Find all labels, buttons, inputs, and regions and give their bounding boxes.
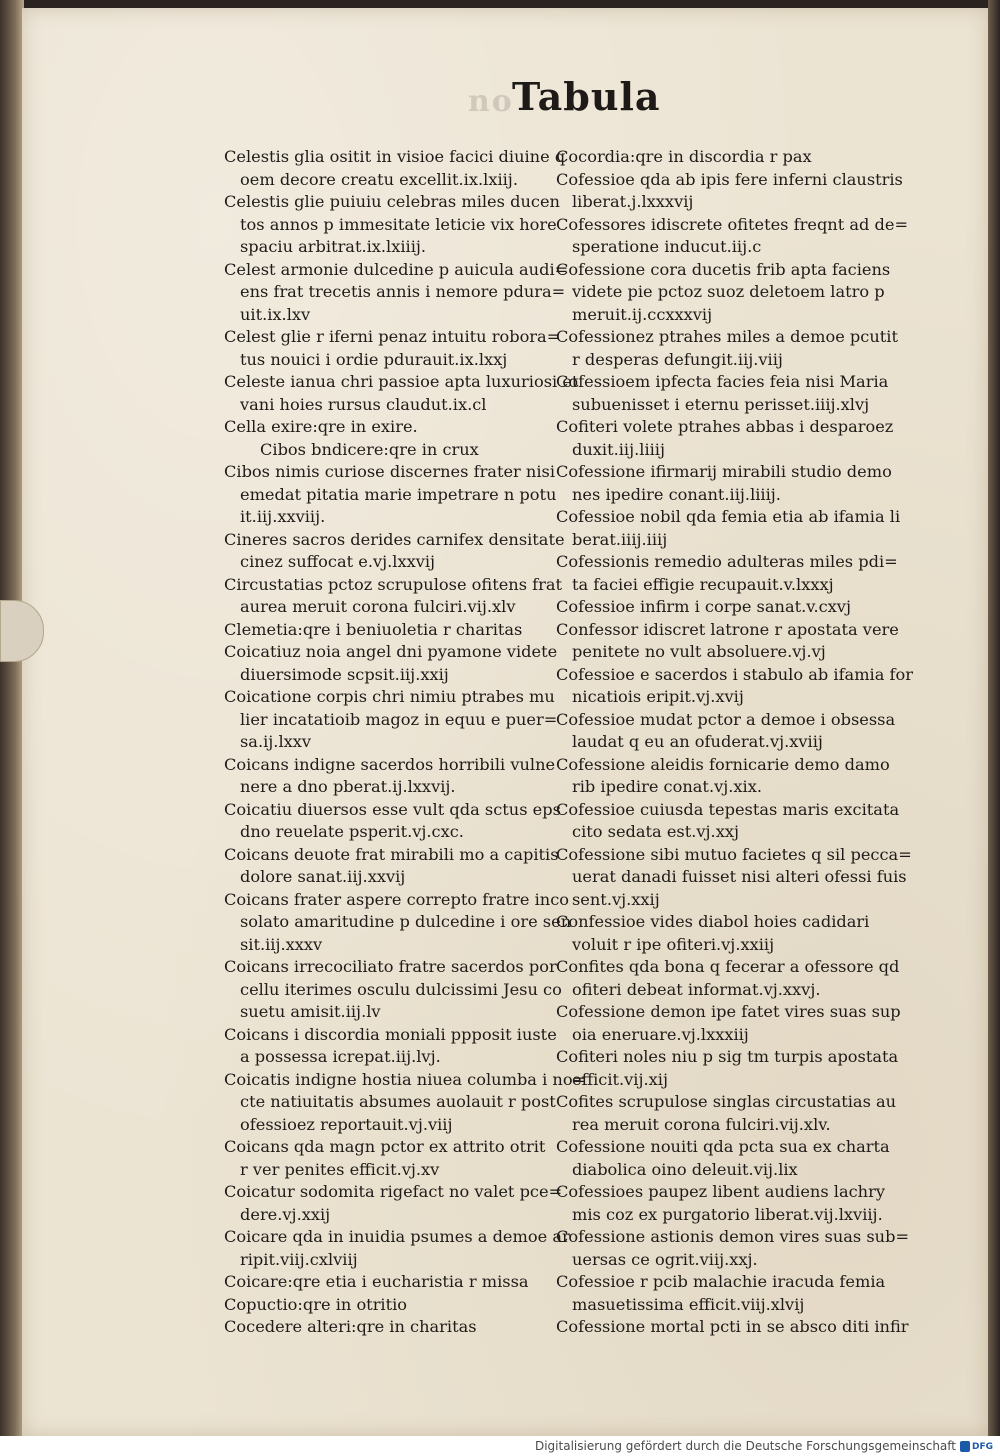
index-entry [224, 461, 557, 529]
entry-line-first: Cofessione demon ipe fatet vires suas sup [556, 1002, 901, 1021]
index-entry [556, 416, 894, 461]
entry-line-continued: rib ipedire conat.vj.xix. [572, 777, 762, 796]
entry-line-continued: sa.ij.lxxv [240, 732, 312, 751]
entry-line-continued: oia eneruare.vj.lxxxiij [572, 1024, 749, 1044]
entry-line-continued: sent.vj.xxij [572, 889, 660, 909]
index-column-left [224, 146, 587, 1339]
index-entry [556, 214, 909, 259]
entry-line-continued: rea meruit corona fulciri.vij.xlv. [572, 1114, 831, 1134]
entry-line-continued: it.iij.xxviij. [240, 507, 326, 526]
entry-line-continued: suetu amisit.iij.lv [240, 1002, 381, 1021]
show-through-text: no [468, 84, 514, 119]
entry-line-first: Cibos nimis curiose discernes frater nisi [224, 462, 556, 481]
entry-line-first: Cofessione nouiti qda pcta sua ex charta [556, 1137, 890, 1156]
entry-line-continued: ripit.viij.cxlviij [240, 1249, 358, 1269]
index-entry [556, 506, 901, 551]
index-entry [556, 1046, 899, 1091]
entry-line-first: Coicatis indigne hostia niuea columba i no= [224, 1069, 587, 1089]
entry-line-continued: dere.vj.xxij [240, 1204, 331, 1224]
index-entry [224, 1069, 587, 1137]
index-entry [224, 259, 569, 327]
entry-line-first: Cineres sacros derides carnifex densitate [224, 529, 565, 549]
entry-line-continued: mis coz ex purgatorio liberat.vij.lxviij. [572, 1204, 883, 1224]
entry-line-continued: ta faciei effigie recupauit.v.lxxxj [572, 574, 834, 594]
index-entry [556, 844, 912, 912]
index-entry [224, 686, 558, 754]
entry-line-first: Cocedere alteri:qre in charitas [224, 1317, 477, 1336]
index-entry [224, 416, 544, 439]
entry-line-continued: duxit.iij.liiij [572, 439, 665, 459]
entry-line-first: Cofessioem ipfecta facies feia nisi Maria [556, 372, 889, 391]
entry-line-first: Coicans i discordia moniali ppposit iuste [224, 1024, 557, 1044]
entry-line-continued: cellu iterimes osculu dulcissimi Jesu co [240, 979, 562, 999]
entry-line-continued: meruit.ij.ccxxxvij [572, 304, 713, 324]
entry-line-first: Cofessione ifirmarij mirabili studio demo [556, 462, 892, 481]
index-entry [556, 619, 899, 664]
index-entry [224, 1294, 544, 1317]
entry-line-continued: uit.ix.lxv [240, 304, 311, 324]
index-entry [224, 191, 560, 259]
index-entry [556, 551, 898, 596]
entry-line-first: Coicatiuz noia angel dni pyamone videte [224, 642, 558, 661]
entry-line-continued: lier incatatioib magoz in equu e puer= [240, 709, 558, 729]
index-entry [224, 754, 556, 799]
entry-line-continued: uerat danadi fuisset nisi alteri ofessi fuis [572, 867, 907, 886]
entry-line-continued: nicatiois eripit.vj.xvij [572, 687, 744, 706]
entry-line-continued: nere a dno pberat.ij.lxxvij. [240, 777, 456, 796]
index-entry [224, 1226, 570, 1271]
index-entry [556, 754, 890, 799]
entry-line-first: Cofiteri volete ptrahes abbas i desparoez [556, 417, 894, 436]
entry-line-first: Celest armonie dulcedine p auicula audi= [224, 259, 569, 279]
index-entry [224, 439, 544, 462]
entry-line-continued: a possessa icrepat.iij.lvj. [240, 1047, 441, 1066]
index-entry [556, 1001, 901, 1046]
entry-line-continued: ofiteri debeat informat.vj.xxvj. [572, 979, 821, 999]
entry-line-first: Coicans deuote frat mirabili mo a capitis [224, 844, 559, 864]
entry-line-continued: videte pie pctoz suoz deletoem latro p [572, 282, 885, 301]
entry-line-continued: ofessioez reportauit.vj.viij [240, 1114, 453, 1134]
entry-line-first: Cofessione astionis demon vires suas sub= [556, 1227, 910, 1246]
index-entry [556, 371, 889, 416]
entry-line-first: Coicans irrecociliato fratre sacerdos por [224, 957, 557, 976]
entry-line-first: Circustatias pctoz scrupulose ofitens frat [224, 574, 563, 594]
dfg-logo-text: DFG [972, 1441, 994, 1452]
index-entry [556, 956, 900, 1001]
entry-line-first: Cofessioes paupez libent audiens lachry [556, 1182, 885, 1201]
index-entry [224, 956, 562, 1024]
entry-line-first: Cofessione sibi mutuo facietes q sil pecca= [556, 844, 912, 864]
entry-line-first: Confessioe vides diabol hoies cadidari [556, 912, 870, 931]
entry-line-first: Cofessores idiscrete ofitetes freqnt ad de= [556, 214, 909, 234]
entry-line-continued: nes ipedire conant.iij.liiij. [572, 484, 781, 504]
entry-line-first: Cofessioe e sacerdos i stabulo ab ifamia for [556, 664, 914, 684]
entry-line-first: Cofessionez ptrahes miles a demoe pcutit [556, 327, 898, 346]
entry-line-continued: speratione inducut.iij.c [572, 237, 762, 256]
index-entry [224, 146, 566, 191]
entry-line-first: Celestis glie puiuiu celebras miles ducen [224, 192, 560, 211]
index-entry [556, 1271, 886, 1316]
entry-line-continued: cinez suffocat e.vj.lxxvij [240, 552, 436, 571]
index-entry [556, 1226, 910, 1271]
index-entry [224, 371, 579, 416]
entry-line-first: Coicatione corpis chri nimiu ptrabes mu [224, 687, 555, 706]
entry-line-continued: subuenisset i eternu perisset.iiij.xlvj [572, 394, 870, 414]
running-head: Tabula [512, 74, 661, 119]
entry-line-first: Celest glie r iferni penaz intuitu robora= [224, 327, 561, 346]
entry-line-continued: dolore sanat.iij.xxvij [240, 867, 406, 886]
index-entry [556, 326, 898, 371]
entry-line-continued: spaciu arbitrat.ix.lxiiij. [240, 237, 427, 256]
entry-line-first: Cocordia:qre in discordia r pax [556, 147, 812, 166]
entry-line-first: Cofessioe cuiusda tepestas maris excitata [556, 799, 900, 819]
index-entry [224, 799, 561, 844]
entry-line-continued: sit.iij.xxxv [240, 934, 323, 954]
entry-line-first: Coicans indigne sacerdos horribili vulne [224, 754, 556, 774]
index-entry [556, 146, 882, 169]
dfg-logo [960, 1440, 994, 1453]
entry-line-continued: vani hoies rursus claudut.ix.cl [240, 394, 487, 414]
index-entry [224, 1181, 563, 1226]
entry-line-continued: liberat.j.lxxxvij [572, 192, 694, 211]
entry-line-continued: emedat pitatia marie impetrare n potu [240, 484, 557, 504]
index-entry [224, 889, 572, 957]
entry-line-first: Cofessione mortal pcti in se absco diti infir [556, 1317, 909, 1336]
entry-line-first: Confites qda bona q fecerar a ofessore qd [556, 957, 900, 976]
dfg-logo-icon [960, 1441, 970, 1452]
index-entry [224, 1316, 544, 1339]
entry-line-first: Coicare qda in inuidia psumes a demoe ar [224, 1227, 570, 1246]
entry-line-continued: masuetissima efficit.viij.xlvij [572, 1294, 805, 1314]
entry-line-continued: diabolica oino deleuit.vij.lix [572, 1159, 798, 1179]
index-entry [556, 664, 914, 709]
index-column-right [556, 146, 914, 1339]
entry-line-first: Cofessioe qda ab ipis fere inferni claustris [556, 169, 903, 189]
entry-line-first: Cofessione aleidis fornicarie demo damo [556, 754, 890, 774]
entry-line-first: Cofessioe infirm i corpe sanat.v.cxvj [556, 597, 851, 616]
index-entry [556, 461, 892, 506]
entry-line-continued: tus nouici i ordie pdurauit.ix.lxxj [240, 349, 508, 369]
index-entry [224, 574, 563, 619]
index-entry [556, 1136, 890, 1181]
entry-line-continued: diuersimode scpsit.iij.xxij [240, 664, 449, 684]
entry-line-continued: solato amaritudine p dulcedine i ore sen [240, 912, 572, 931]
entry-line-continued: r desperas defungit.iij.viij [572, 349, 783, 369]
entry-line-first: Cofessioe mudat pctor a demoe i obsessa [556, 709, 896, 729]
index-entry [556, 1181, 885, 1226]
entry-line-continued: efficit.vij.xij [572, 1069, 668, 1089]
entry-line-first: Cofites scrupulose singlas circustatias au [556, 1092, 897, 1111]
index-entry [556, 259, 891, 327]
index-entry [556, 709, 896, 754]
funding-notice: Digitalisierung gefördert durch die Deutsche Forschungsgemeinschaft [534, 1439, 956, 1453]
entry-line-first: Cibos bndicere:qre in crux [260, 439, 479, 459]
index-entry [224, 641, 558, 686]
entry-line-continued: tos annos p immesitate leticie vix hore [240, 214, 557, 234]
index-entry [224, 1136, 544, 1181]
entry-line-first: Coicans frater aspere correpto fratre inco [224, 889, 570, 909]
entry-line-first: Cofessioe nobil qda femia etia ab ifamia li [556, 507, 901, 526]
entry-line-continued: penitete no vult absoluere.vj.vj [572, 642, 826, 661]
index-entry [224, 619, 544, 642]
entry-line-continued: uersas ce ogrit.viij.xxj. [572, 1249, 758, 1269]
entry-line-first: Confessor idiscret latrone r apostata vere [556, 619, 899, 639]
index-entry [556, 799, 900, 844]
entry-line-continued: cito sedata est.vj.xxj [572, 822, 739, 841]
entry-line-first: Cofessione cora ducetis frib apta faciens [556, 259, 891, 279]
index-entry [556, 911, 882, 956]
book-edge-left [0, 0, 24, 1440]
index-entry [556, 1091, 897, 1136]
entry-line-first: Cella exire:qre in exire. [224, 417, 418, 436]
entry-line-first: Coicare:qre etia i eucharistia r missa [224, 1272, 529, 1291]
entry-line-first: Coicatur sodomita rigefact no valet pce= [224, 1182, 563, 1201]
entry-line-continued: dno reuelate psperit.vj.cxc. [240, 822, 464, 841]
entry-line-first: Celestis glia ositit in visioe facici diuine q [224, 147, 566, 166]
entry-line-continued: oem decore creatu excellit.ix.lxiij. [240, 169, 518, 189]
entry-line-continued: aurea meruit corona fulciri.vij.xlv [240, 597, 516, 616]
index-entry [224, 1271, 544, 1294]
index-entry [224, 1024, 557, 1069]
entry-line-continued: laudat q eu an ofuderat.vj.xviij [572, 732, 823, 751]
book-edge-right [988, 0, 1000, 1440]
entry-line-continued: r ver penites efficit.vj.xv [240, 1159, 440, 1179]
index-entry [224, 844, 559, 889]
index-entry [224, 326, 561, 371]
entry-line-first: Cofessionis remedio adulteras miles pdi= [556, 552, 898, 571]
entry-line-continued: voluit r ipe ofiteri.vj.xxiij [572, 934, 775, 954]
entry-line-continued: cte natiuitatis absumes auolauit r post [240, 1092, 556, 1111]
entry-line-continued: ens frat trecetis annis i nemore pdura= [240, 282, 566, 301]
entry-line-continued: berat.iiij.iiij [572, 529, 668, 549]
entry-line-first: Celeste ianua chri passioe apta luxuriosi et [224, 372, 579, 391]
entry-line-first: Coicatiu diuersos esse vult qda sctus eps [224, 799, 561, 819]
entry-line-first: Coicans qda magn pctor ex attrito otrit [224, 1137, 546, 1156]
index-entry [556, 1316, 909, 1339]
entry-line-first: Clemetia:qre i beniuoletia r charitas [224, 619, 523, 639]
entry-line-first: Cofiteri noles niu p sig tm turpis apostata [556, 1047, 899, 1066]
entry-line-first: Copuctio:qre in otritio [224, 1294, 408, 1314]
index-entry [556, 596, 882, 619]
index-entry [224, 529, 565, 574]
index-entry [556, 169, 903, 214]
entry-line-first: Cofessioe r pcib malachie iracuda femia [556, 1272, 886, 1291]
